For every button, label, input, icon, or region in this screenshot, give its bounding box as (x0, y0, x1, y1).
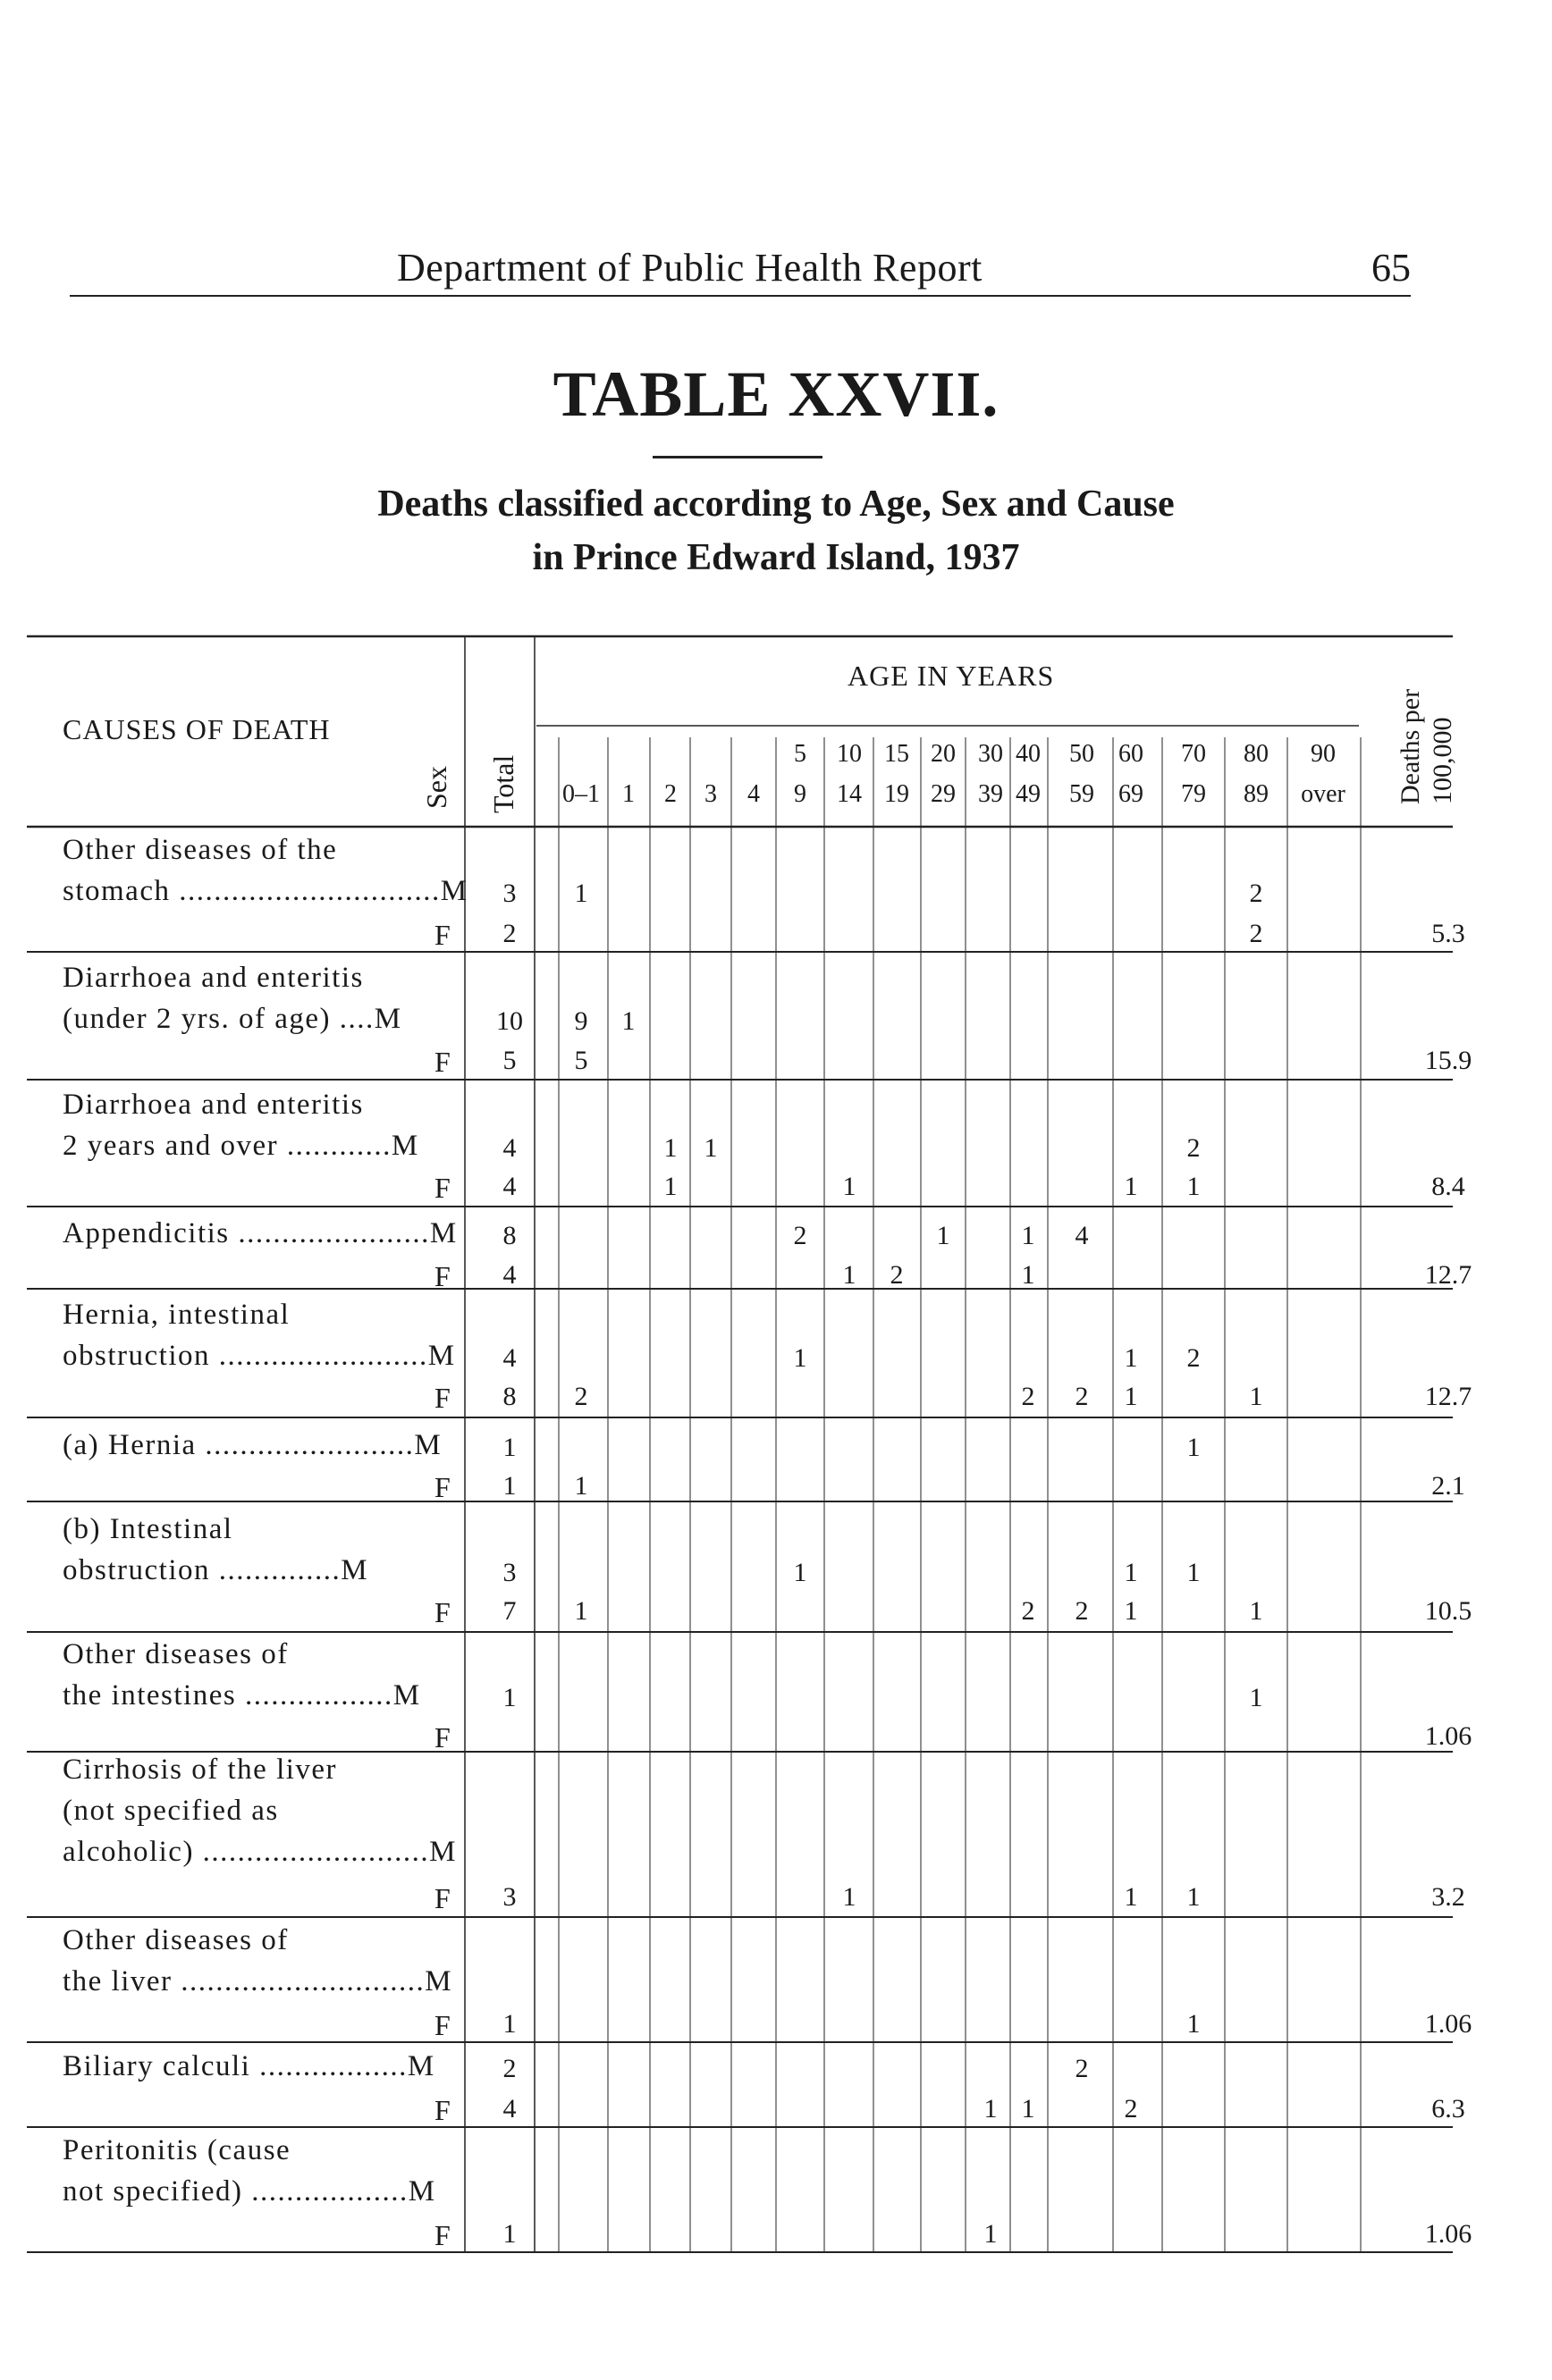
age-header-bottom: 4 (747, 780, 760, 808)
age-header-top: 20 (931, 740, 956, 768)
age-header-top: 50 (1069, 740, 1094, 768)
cause-label: Diarrhoea and enteritis (63, 1089, 364, 1121)
age-value-m: 9 (574, 1006, 588, 1036)
age-value-f: 1 (1124, 1382, 1138, 1411)
age-value-m: 2 (1249, 879, 1263, 908)
age-value-m: 1 (793, 1343, 807, 1373)
age-value-m: 1 (1021, 1221, 1035, 1250)
header-sex: Sex (420, 766, 452, 809)
deaths-per-100000-value: 1.06 (1424, 1721, 1472, 1751)
age-value-f: 1 (842, 1172, 856, 1201)
cause-label: not specified) ..................M (63, 2175, 436, 2208)
total-m: 3 (502, 879, 517, 908)
age-value-m: 4 (1075, 1221, 1089, 1250)
cause-label: stomach ..............................M (63, 875, 468, 907)
age-value-m: 2 (1186, 1133, 1201, 1163)
sex-f-label: F (434, 1471, 451, 1503)
total-f: 8 (502, 1382, 517, 1411)
running-title: Department of Public Health Report (397, 246, 983, 290)
cause-label: alcoholic) ..........................M (63, 1836, 458, 1868)
deaths-per-100000-value: 1.06 (1424, 2219, 1472, 2249)
cause-label: (a) Hernia ........................M (63, 1429, 443, 1461)
total-m: 1 (502, 1683, 517, 1712)
age-value-m: 1 (704, 1133, 718, 1163)
cause-label: Diarrhoea and enteritis (63, 962, 364, 994)
age-value-f: 1 (1021, 1260, 1035, 1290)
deaths-per-100000-value: 1.06 (1424, 2009, 1472, 2039)
age-header-bottom: 3 (704, 780, 717, 808)
age-header-bottom: 9 (794, 780, 806, 808)
age-header-bottom: 1 (622, 780, 635, 808)
age-value-m: 1 (1124, 1343, 1138, 1373)
age-header-bottom: 59 (1069, 780, 1094, 808)
sex-f-label: F (434, 2219, 451, 2251)
age-value-m: 1 (793, 1558, 807, 1587)
age-value-m: 1 (1249, 1683, 1263, 1712)
age-value-f: 1 (574, 1596, 588, 1626)
deaths-per-100000-value: 12.7 (1424, 1382, 1472, 1411)
cause-label: Hernia, intestinal (63, 1299, 291, 1331)
age-header-top: 5 (794, 740, 806, 768)
age-header-top: 10 (837, 740, 862, 768)
age-value-f: 5 (574, 1046, 588, 1075)
age-value-f: 1 (1124, 1596, 1138, 1626)
age-header-bottom: 14 (837, 780, 862, 808)
total-f: 4 (502, 1172, 517, 1201)
age-header-bottom: 69 (1118, 780, 1143, 808)
age-value-f: 1 (574, 1471, 588, 1501)
sex-f-label: F (434, 2009, 451, 2041)
total-f: 7 (502, 1596, 517, 1626)
age-header-top: 60 (1118, 740, 1143, 768)
age-header-bottom: 2 (664, 780, 677, 808)
sex-f-label: F (434, 919, 451, 951)
total-m: 10 (496, 1006, 523, 1036)
age-value-f: 2 (890, 1260, 904, 1290)
sex-f-label: F (434, 1882, 451, 1914)
age-value-f: 1 (1021, 2094, 1035, 2123)
deaths-per-100000-value: 3.2 (1431, 1882, 1465, 1912)
cause-label: the liver ............................M (63, 1965, 453, 1997)
age-header-bottom: 79 (1181, 780, 1206, 808)
age-header-bottom: 39 (978, 780, 1003, 808)
cause-label: (under 2 yrs. of age) ....M (63, 1003, 402, 1035)
age-header-top: 90 (1311, 740, 1336, 768)
age-header-bottom: 0–1 (562, 780, 600, 808)
age-header-top: 70 (1181, 740, 1206, 768)
header-causes: CAUSES OF DEATH (63, 713, 331, 745)
age-header-top: 30 (978, 740, 1003, 768)
age-header-bottom: 49 (1016, 780, 1041, 808)
header-deaths-per-100000: Deaths per 100,000 (1396, 688, 1457, 804)
age-value-m: 2 (1075, 2054, 1089, 2083)
header-age-in-years: AGE IN YEARS (848, 660, 1055, 692)
cause-label: Other diseases of (63, 1638, 289, 1670)
cause-label: Peritonitis (cause (63, 2134, 291, 2166)
age-value-f: 1 (983, 2219, 998, 2249)
age-header-bottom: 89 (1244, 780, 1269, 808)
total-f: 5 (502, 1046, 517, 1075)
age-value-m: 2 (793, 1221, 807, 1250)
age-value-f: 1 (663, 1172, 678, 1201)
sex-f-label: F (434, 1046, 451, 1078)
total-f: 1 (502, 2009, 517, 2039)
deaths-per-100000-value: 8.4 (1431, 1172, 1465, 1201)
page-number: 65 (1371, 246, 1411, 290)
age-header-top: 40 (1016, 740, 1041, 768)
table-subtitle-line2: in Prince Edward Island, 1937 (532, 537, 1020, 578)
age-value-f: 1 (1186, 2009, 1201, 2039)
total-m: 2 (502, 2054, 517, 2083)
age-value-f: 1 (1186, 1172, 1201, 1201)
age-value-f: 2 (1124, 2094, 1138, 2123)
total-f: 1 (502, 2219, 517, 2249)
age-value-f: 1 (842, 1260, 856, 1290)
age-value-f: 1 (842, 1882, 856, 1912)
cause-label: Appendicitis ......................M (63, 1217, 458, 1249)
deaths-per-100000-value: 12.7 (1424, 1260, 1472, 1290)
cause-label: (b) Intestinal (63, 1513, 233, 1545)
age-value-f: 2 (1075, 1382, 1089, 1411)
age-header-top: 80 (1244, 740, 1269, 768)
age-header-bottom: 29 (931, 780, 956, 808)
age-value-f: 1 (1124, 1172, 1138, 1201)
deaths-per-100000-value: 10.5 (1424, 1596, 1472, 1626)
deaths-per-100000-value: 15.9 (1424, 1046, 1472, 1075)
deaths-per-100000-value: 6.3 (1431, 2094, 1465, 2123)
cause-label: Other diseases of the (63, 834, 338, 866)
age-value-f: 1 (1249, 1382, 1263, 1411)
sex-f-label: F (434, 1721, 451, 1753)
total-f: 4 (502, 2094, 517, 2123)
table-title: TABLE XXVII. (552, 358, 1000, 430)
sex-f-label: F (434, 1596, 451, 1628)
total-m: 4 (502, 1133, 517, 1163)
cause-label: Other diseases of (63, 1924, 289, 1956)
age-value-m: 1 (1186, 1558, 1201, 1587)
age-value-m: 2 (1186, 1343, 1201, 1373)
cause-label: obstruction ..............M (63, 1554, 369, 1586)
age-value-f: 2 (1075, 1596, 1089, 1626)
cause-label: obstruction ........................M (63, 1340, 456, 1372)
age-value-f: 1 (983, 2094, 998, 2123)
cause-label: Cirrhosis of the liver (63, 1753, 338, 1786)
age-header-top: 15 (884, 740, 909, 768)
age-header-bottom: over (1301, 780, 1345, 808)
age-value-f: 2 (1021, 1596, 1035, 1626)
sex-f-label: F (434, 1382, 451, 1414)
sex-f-label: F (434, 2094, 451, 2126)
total-m: 4 (502, 1343, 517, 1373)
age-value-m: 1 (1124, 1558, 1138, 1587)
cause-label: 2 years and over ............M (63, 1130, 419, 1162)
age-value-m: 1 (621, 1006, 636, 1036)
age-value-f: 2 (1249, 919, 1263, 948)
header-total: Total (487, 754, 519, 813)
cause-label: Biliary calculi .................M (63, 2050, 435, 2082)
age-value-f: 1 (1186, 1882, 1201, 1912)
deaths-per-100000-value: 5.3 (1431, 919, 1465, 948)
age-value-f: 2 (1021, 1382, 1035, 1411)
table-subtitle-line1: Deaths classified according to Age, Sex and Cause (377, 484, 1175, 525)
cause-label: (not specified as (63, 1795, 279, 1827)
total-m: 8 (502, 1221, 517, 1250)
age-value-m: 1 (936, 1221, 950, 1250)
deaths-per-100000-value: 2.1 (1431, 1471, 1465, 1501)
age-value-m: 1 (1186, 1433, 1201, 1462)
total-f: 2 (502, 919, 517, 948)
cause-label: the intestines .................M (63, 1679, 421, 1711)
age-value-m: 1 (574, 879, 588, 908)
age-value-f: 1 (1124, 1882, 1138, 1912)
total-m: 1 (502, 1433, 517, 1462)
sex-f-label: F (434, 1260, 451, 1292)
age-value-m: 1 (663, 1133, 678, 1163)
age-value-f: 2 (574, 1382, 588, 1411)
total-f: 4 (502, 1260, 517, 1290)
age-header-bottom: 19 (884, 780, 909, 808)
total-f: 3 (502, 1882, 517, 1912)
sex-f-label: F (434, 1172, 451, 1204)
total-m: 3 (502, 1558, 517, 1587)
total-f: 1 (502, 1471, 517, 1501)
age-value-f: 1 (1249, 1596, 1263, 1626)
